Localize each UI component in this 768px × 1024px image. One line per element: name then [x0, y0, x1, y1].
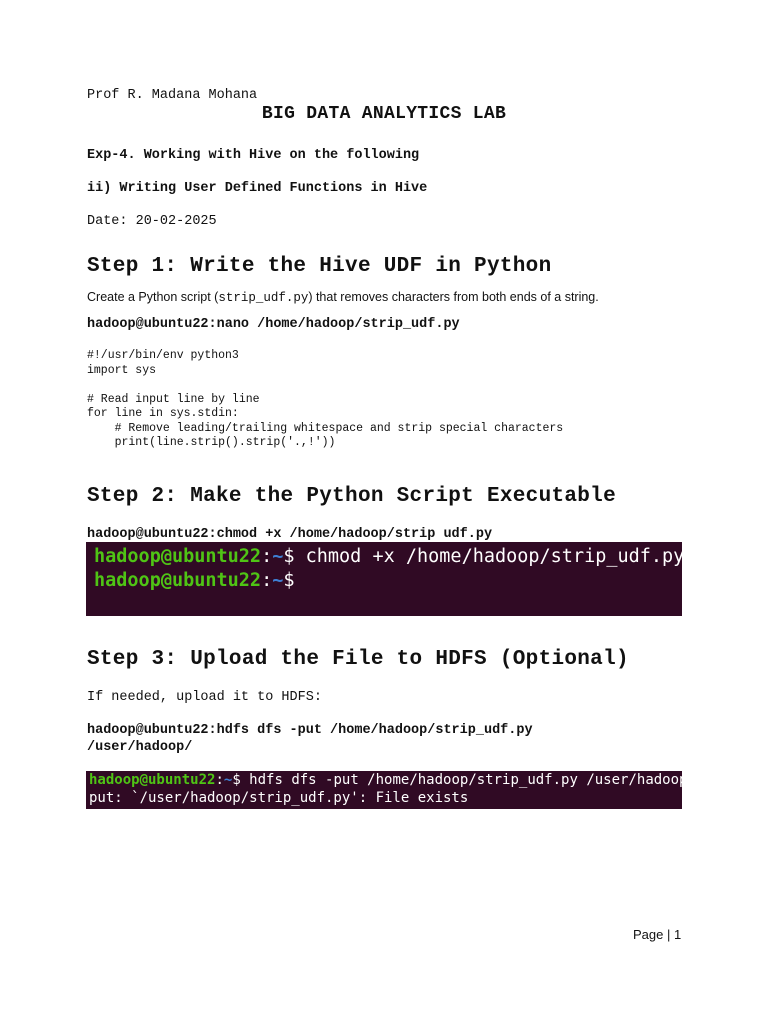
experiment-date: Date: 20-02-2025	[87, 214, 217, 229]
terminal-line	[94, 546, 684, 567]
terminal-line	[89, 772, 696, 788]
step1-description	[87, 290, 599, 305]
prompt-user-host: hadoop@ubuntu22	[89, 772, 216, 788]
step3-heading: Step 3: Upload the File to HDFS (Optional)	[87, 648, 629, 671]
author-name: Prof R. Madana Mohana	[87, 88, 258, 103]
terminal-command: $ chmod +x /home/hadoop/strip_udf.py	[283, 546, 685, 567]
prompt-user-host: hadoop@ubuntu22	[94, 570, 262, 591]
step3-command-line2: /user/hadoop/	[87, 740, 193, 755]
step3-intro: If needed, upload it to HDFS:	[87, 690, 322, 705]
step3-command-line1: hadoop@ubuntu22:hdfs dfs -put /home/hadoop/strip_udf.py	[87, 723, 533, 738]
prompt-separator: :	[215, 772, 224, 788]
experiment-subtitle: ii) Writing User Defined Functions in Hive	[87, 181, 428, 196]
step1-desc-after: ) that removes characters from both ends of a string.	[308, 290, 599, 304]
page-number: Page | 1	[633, 927, 682, 942]
step1-desc-code: strip_udf.py	[218, 291, 309, 305]
step1-heading: Step 1: Write the Hive UDF in Python	[87, 255, 552, 278]
step1-command: hadoop@ubuntu22:nano /home/hadoop/strip_udf.py	[87, 317, 460, 332]
terminal-output: put: `/user/hadoop/strip_udf.py': File exists	[89, 790, 469, 806]
step1-desc-before: Create a Python script (	[87, 290, 219, 304]
prompt-path: ~	[223, 772, 233, 788]
terminal-screenshot-chmod	[86, 542, 685, 616]
step2-command: hadoop@ubuntu22:chmod +x /home/hadoop/strip udf.py	[87, 527, 493, 542]
prompt-user-host: hadoop@ubuntu22	[94, 546, 262, 567]
experiment-title: Exp-4. Working with Hive on the following	[87, 148, 420, 163]
prompt-path: ~	[272, 570, 284, 591]
terminal-screenshot-hdfs	[86, 771, 696, 809]
terminal-command: $ hdfs dfs -put /home/hadoop/strip_udf.py /user/hadoop/	[232, 772, 696, 788]
python-code-block: #!/usr/bin/env python3 import sys # Read input line by line for line in sys.stdin: # Remove leading/trailing whitespace and strip special characters print(line.strip().strip('.,!'))	[87, 349, 564, 449]
terminal-command: $	[283, 570, 295, 591]
step2-heading: Step 2: Make the Python Script Executable	[87, 485, 616, 508]
prompt-separator: :	[261, 570, 273, 591]
document-title: BIG DATA ANALYTICS LAB	[261, 104, 507, 124]
prompt-path: ~	[272, 546, 284, 567]
terminal-line	[94, 570, 295, 591]
prompt-separator: :	[261, 546, 273, 567]
